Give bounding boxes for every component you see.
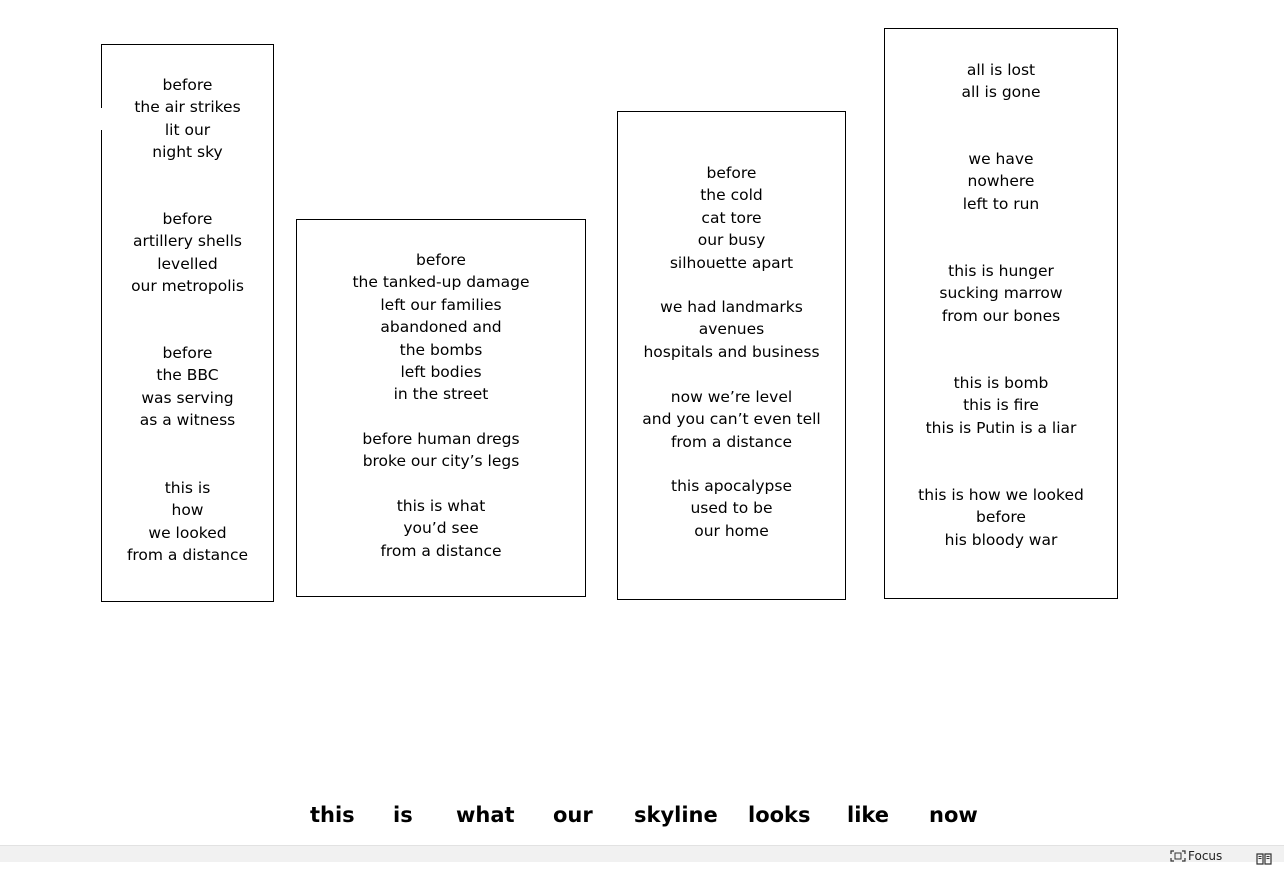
poem-line: all is gone	[961, 83, 1041, 102]
poem-column-2	[296, 219, 586, 597]
skyline-line	[0, 803, 1284, 833]
poem-line: in the street	[393, 385, 489, 404]
poem-line: the tanked-up damage	[352, 273, 530, 292]
poem-line: hospitals and business	[643, 342, 820, 361]
poem-line: before	[162, 76, 213, 94]
stanza-1-4	[102, 477, 273, 567]
poem-line: this is fire	[963, 396, 1039, 415]
stanza-2-3	[297, 495, 585, 562]
poem-line: this is hunger	[948, 262, 1054, 280]
stanza-2-2	[297, 428, 585, 473]
skyline-word: is	[393, 803, 413, 827]
stanza-4-2	[885, 148, 1117, 215]
stanza-3-4	[618, 475, 845, 542]
stanza-3-2	[618, 296, 845, 363]
poem-line: before	[162, 344, 213, 362]
poem-line: his bloody war	[944, 530, 1058, 549]
poem-line: as a witness	[139, 411, 236, 430]
poem-column-3	[617, 111, 846, 600]
poem-line: before	[706, 164, 757, 182]
poem-line: was serving	[141, 388, 234, 407]
poem-line: now we’re level	[670, 388, 793, 406]
focus-label: Focus	[1188, 849, 1223, 863]
focus-icon	[1170, 850, 1184, 862]
box-border-gap	[99, 108, 103, 130]
poem-line: we had landmarks	[660, 298, 803, 316]
poem-line: the BBC	[156, 366, 219, 385]
poem-line: sucking marrow	[939, 284, 1063, 303]
poem-line: the cold	[700, 186, 763, 205]
poem-line: before	[162, 210, 213, 228]
poem-line: from a distance	[126, 546, 249, 565]
skyline-word: like	[847, 803, 890, 827]
stanza-4-1	[885, 59, 1117, 104]
poem-line: broke our city’s legs	[362, 452, 520, 471]
stanza-4-5	[885, 484, 1117, 551]
poem-line: nowhere	[967, 172, 1035, 191]
poem-line: left to run	[962, 194, 1040, 213]
poem-line: we have	[968, 150, 1034, 168]
poem-line: from a distance	[670, 432, 793, 451]
poem-line: the bombs	[399, 340, 483, 359]
poem-line: left our families	[380, 295, 502, 314]
poem-line: this is Putin is a liar	[925, 418, 1077, 437]
poem-column-4	[884, 28, 1118, 599]
skyline-word: this	[310, 803, 355, 827]
stanza-4-3	[885, 260, 1117, 327]
poem-line: used to be	[690, 499, 773, 518]
poem-line: before	[976, 508, 1026, 527]
poem-column-1	[101, 44, 274, 602]
poem-line: artillery shells	[133, 232, 242, 251]
poem-line: this is bomb	[953, 374, 1049, 392]
stanza-2-1	[297, 249, 585, 406]
skyline-word: our	[553, 803, 593, 827]
poem-line: how	[171, 501, 204, 520]
poem-line: this apocalypse	[671, 477, 792, 495]
poem-line: this is what	[396, 497, 486, 515]
poem-line: abandoned and	[380, 318, 502, 337]
skyline-word: skyline	[634, 803, 718, 827]
poem-line: our home	[694, 521, 769, 540]
poem-line: this is	[164, 479, 211, 497]
stanza-3-3	[618, 386, 845, 453]
poem-line: all is lost	[966, 61, 1036, 79]
poem-line: our busy	[697, 231, 766, 250]
poem-line: from a distance	[380, 541, 502, 560]
read-mode-icon[interactable]	[1256, 850, 1272, 862]
poem-line: and you can’t even tell	[642, 410, 821, 429]
poem-line: this is how we looked	[918, 486, 1084, 504]
poem-line: silhouette apart	[669, 253, 794, 272]
poem-line: levelled	[157, 254, 218, 273]
poem-line: before human dregs	[362, 430, 520, 448]
stanza-1-1	[102, 74, 273, 164]
poem-line: we looked	[148, 523, 227, 542]
skyline-word: looks	[748, 803, 811, 827]
poem-line: our metropolis	[131, 277, 244, 296]
poem-line: from our bones	[941, 306, 1061, 325]
poem-line: the air strikes	[134, 98, 241, 117]
stanza-1-3	[102, 342, 273, 432]
stanza-1-2	[102, 208, 273, 298]
poem-line: you’d see	[403, 519, 479, 538]
skyline-word: now	[929, 803, 978, 827]
poem-line: lit our	[164, 120, 211, 139]
poem-line: cat tore	[701, 208, 762, 227]
poem-line: before	[416, 251, 466, 269]
poem-line: left bodies	[400, 363, 482, 382]
skyline-word: what	[456, 803, 515, 827]
stanza-3-1	[618, 162, 845, 274]
poem-line: night sky	[152, 143, 223, 162]
poem-line: avenues	[698, 320, 765, 339]
status-bar	[0, 845, 1284, 862]
stanza-4-4	[885, 372, 1117, 439]
